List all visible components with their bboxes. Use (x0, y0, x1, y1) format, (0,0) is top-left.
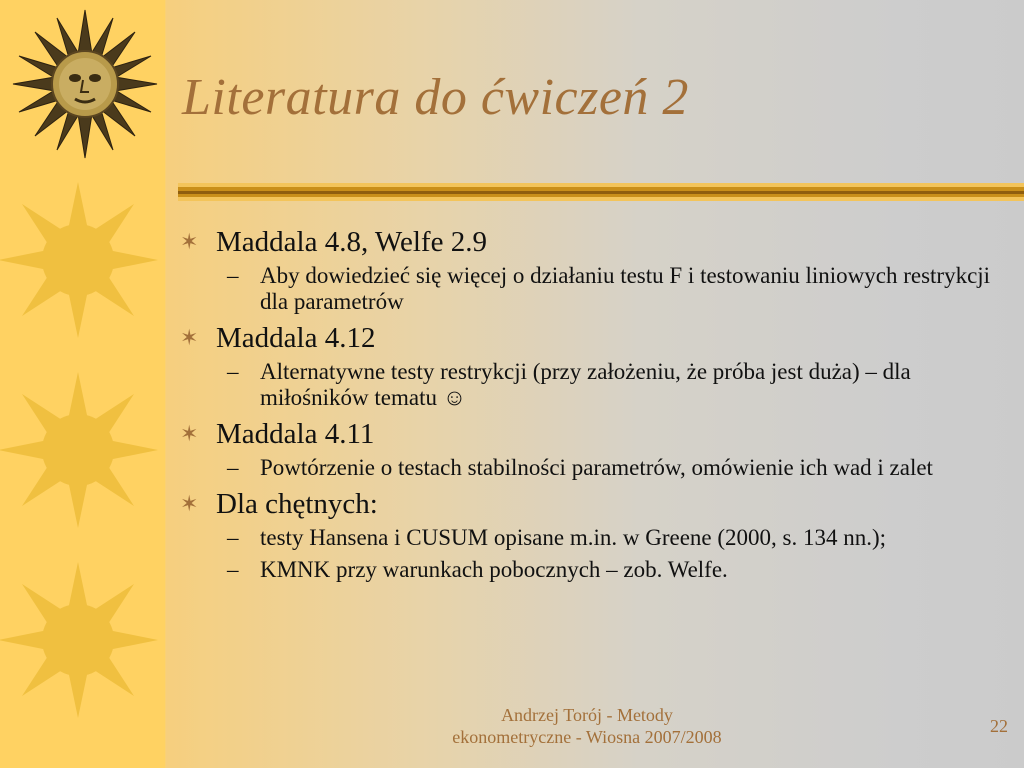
sun-icon (0, 180, 165, 340)
sub-list-item (180, 359, 1010, 411)
star-bullet-icon: ✶ (180, 325, 199, 350)
sub-list-item (180, 557, 1010, 583)
dash-bullet: – (227, 557, 239, 582)
list-item-text: Maddala 4.12 (216, 322, 376, 354)
list-item-text: Maddala 4.11 (216, 418, 375, 450)
list-item (180, 487, 1010, 521)
title-divider (178, 183, 1024, 201)
left-decor-strip (0, 0, 165, 768)
star-bullet-icon: ✶ (180, 491, 199, 516)
dash-bullet: – (227, 263, 239, 288)
footer-line: Andrzej Torój - Metody (501, 705, 673, 725)
sub-list-item (180, 263, 1010, 315)
list-item-text: Dla chętnych: (216, 488, 378, 520)
page-number: 22 (990, 716, 1008, 736)
sub-list-item (180, 525, 1010, 551)
star-bullet-icon: ✶ (180, 229, 199, 254)
slide-footer (430, 704, 744, 748)
sub-list-item-text: Alternatywne testy restrykcji (przy założeniu, że próba jest duża) – dla miłośników tematu ☺ (260, 359, 911, 410)
sub-list-item (180, 455, 1010, 481)
slide-title: Literatura do ćwiczeń 2 (182, 69, 689, 126)
star-bullet-icon: ✶ (180, 421, 199, 446)
list-item-text: Maddala 4.8, Welfe 2.9 (216, 226, 487, 258)
footer-line: ekonometryczne - Wiosna 2007/2008 (452, 727, 722, 747)
sub-list-item-text: Powtórzenie o testach stabilności parametrów, omówienie ich wad i zalet (260, 455, 933, 480)
list-item (180, 321, 1010, 355)
dash-bullet: – (227, 525, 239, 550)
list-item (180, 225, 1010, 259)
bullet-list (180, 222, 1010, 589)
sub-list-item-text: testy Hansena i CUSUM opisane m.in. w Greene (2000, s. 134 nn.); (260, 525, 887, 550)
dash-bullet: – (227, 455, 239, 480)
sun-icon (0, 370, 165, 530)
sun-icon (0, 560, 165, 720)
list-item (180, 417, 1010, 451)
sun-face-icon (10, 6, 160, 166)
sub-list-item-text: KMNK przy warunkach pobocznych – zob. Welfe. (260, 557, 728, 582)
dash-bullet: – (227, 359, 239, 384)
sub-list-item-text: Aby dowiedzieć się więcej o działaniu testu F i testowaniu liniowych restrykcji dla parametrów (260, 263, 991, 314)
